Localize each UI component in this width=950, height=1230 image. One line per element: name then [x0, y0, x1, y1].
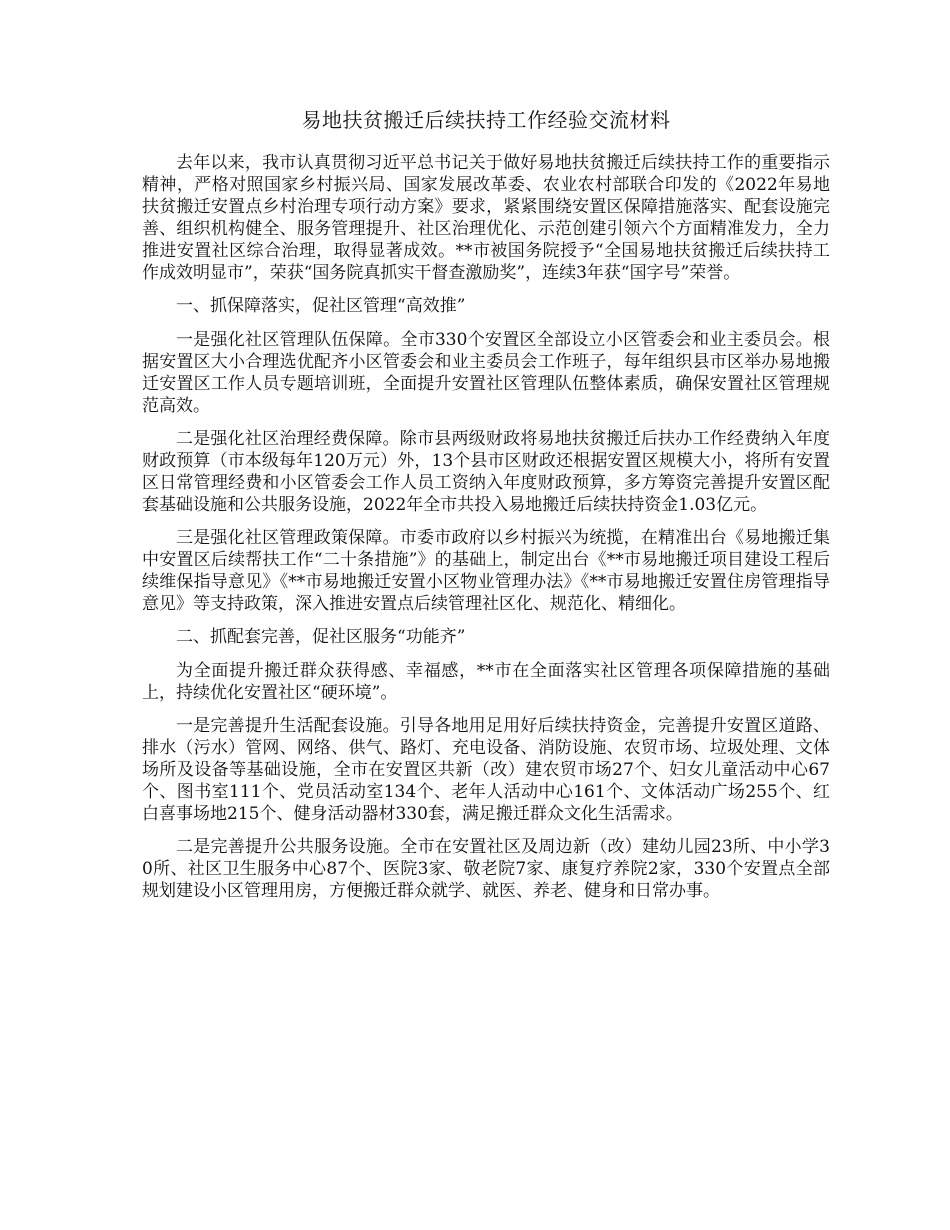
paragraph-funding: 二是强化社区治理经费保障。除市县两级财政将易地扶贫搬迁后扶办工作经费纳入年度财政预算（市本级每年120万元）外，13个县市区财政还根据安置区规模大小，将所有安置区日常管理经费和小区管委会工作人员工资纳入年度财政预算，多方筹资完善提升安置区配套基础设施和公共服务设施，2022年全市共投入易地搬迁后续扶持资金1.03亿元。 — [142, 429, 830, 515]
paragraph-living-facilities: 一是完善提升生活配套设施。引导各地用足用好后续扶持资金，完善提升安置区道路、排水（污水）管网、网络、供气、路灯、充电设备、消防设施、农贸市场、垃圾处理、文体场所及设备等基础设施，全市在安置区共新（改）建农贸市场27个、妇女儿童活动中心67个、图书室111个、党员活动室134个、老年人活动中心161个、文体活动广场255个、红白喜事场地215个、健身活动器材330套，满足搬迁群众文化生活需求。 — [142, 716, 830, 824]
document-title: 易地扶贫搬迁后续扶持工作经验交流材料 — [301, 108, 671, 132]
paragraph-section2-intro: 为全面提升搬迁群众获得感、幸福感，**市在全面落实社区管理各项保障措施的基础上，持续优化安置社区“硬环境”。 — [142, 661, 830, 703]
section-heading-1: 一、抓保障落实，促社区管理“高效推” — [176, 296, 466, 316]
paragraph-policy: 三是强化社区管理政策保障。市委市政府以乡村振兴为统揽，在精准出台《易地搬迁集中安置区后续帮扶工作“二十条措施”》的基础上，制定出台《**市易地搬迁项目建设工程后续维保指导意见》《**市易地搬迁安置小区物业管理办法》《**市易地搬迁安置住房管理指导意见》等支持政策，深入推进安置点后续管理社区化、规范化、精细化。 — [142, 528, 830, 614]
paragraph-public-services: 二是完善提升公共服务设施。全市在安置社区及周边新（改）建幼儿园23所、中小学30所、社区卫生服务中心87个、医院3家、敬老院7家、康复疗养院2家，330个安置点全部规划建设小区管理用房，方便搬迁群众就学、就医、养老、健身和日常办事。 — [142, 837, 830, 901]
document-page — [142, 106, 830, 913]
paragraph-management-team: 一是强化社区管理队伍保障。全市330个安置区全部设立小区管委会和业主委员会。根据安置区大小合理选优配齐小区管委会和业主委员会工作班子，每年组织县市区举办易地搬迁安置区工作人员专题培训班，全面提升安置社区管理队伍整体素质，确保安置社区管理规范高效。 — [142, 330, 830, 416]
intro-paragraph: 去年以来，我市认真贯彻习近平总书记关于做好易地扶贫搬迁后续扶持工作的重要指示精神，严格对照国家乡村振兴局、国家发展改革委、农业农村部联合印发的《2022年易地扶贫搬迁安置点乡村治理专项行动方案》要求，紧紧围绕安置区保障措施落实、配套设施完善、组织机构健全、服务管理提升、社区治理优化、示范创建引领六个方面精准发力，全力推进安置社区综合治理，取得显著成效。**市被国务院授予“全国易地扶贫搬迁后续扶持工作成效明显市”，荣获“国务院真抓实干督查激励奖”，连续3年获“国字号”荣誉。 — [142, 153, 830, 283]
section-heading-2: 二、抓配套完善，促社区服务“功能齐” — [176, 627, 466, 647]
